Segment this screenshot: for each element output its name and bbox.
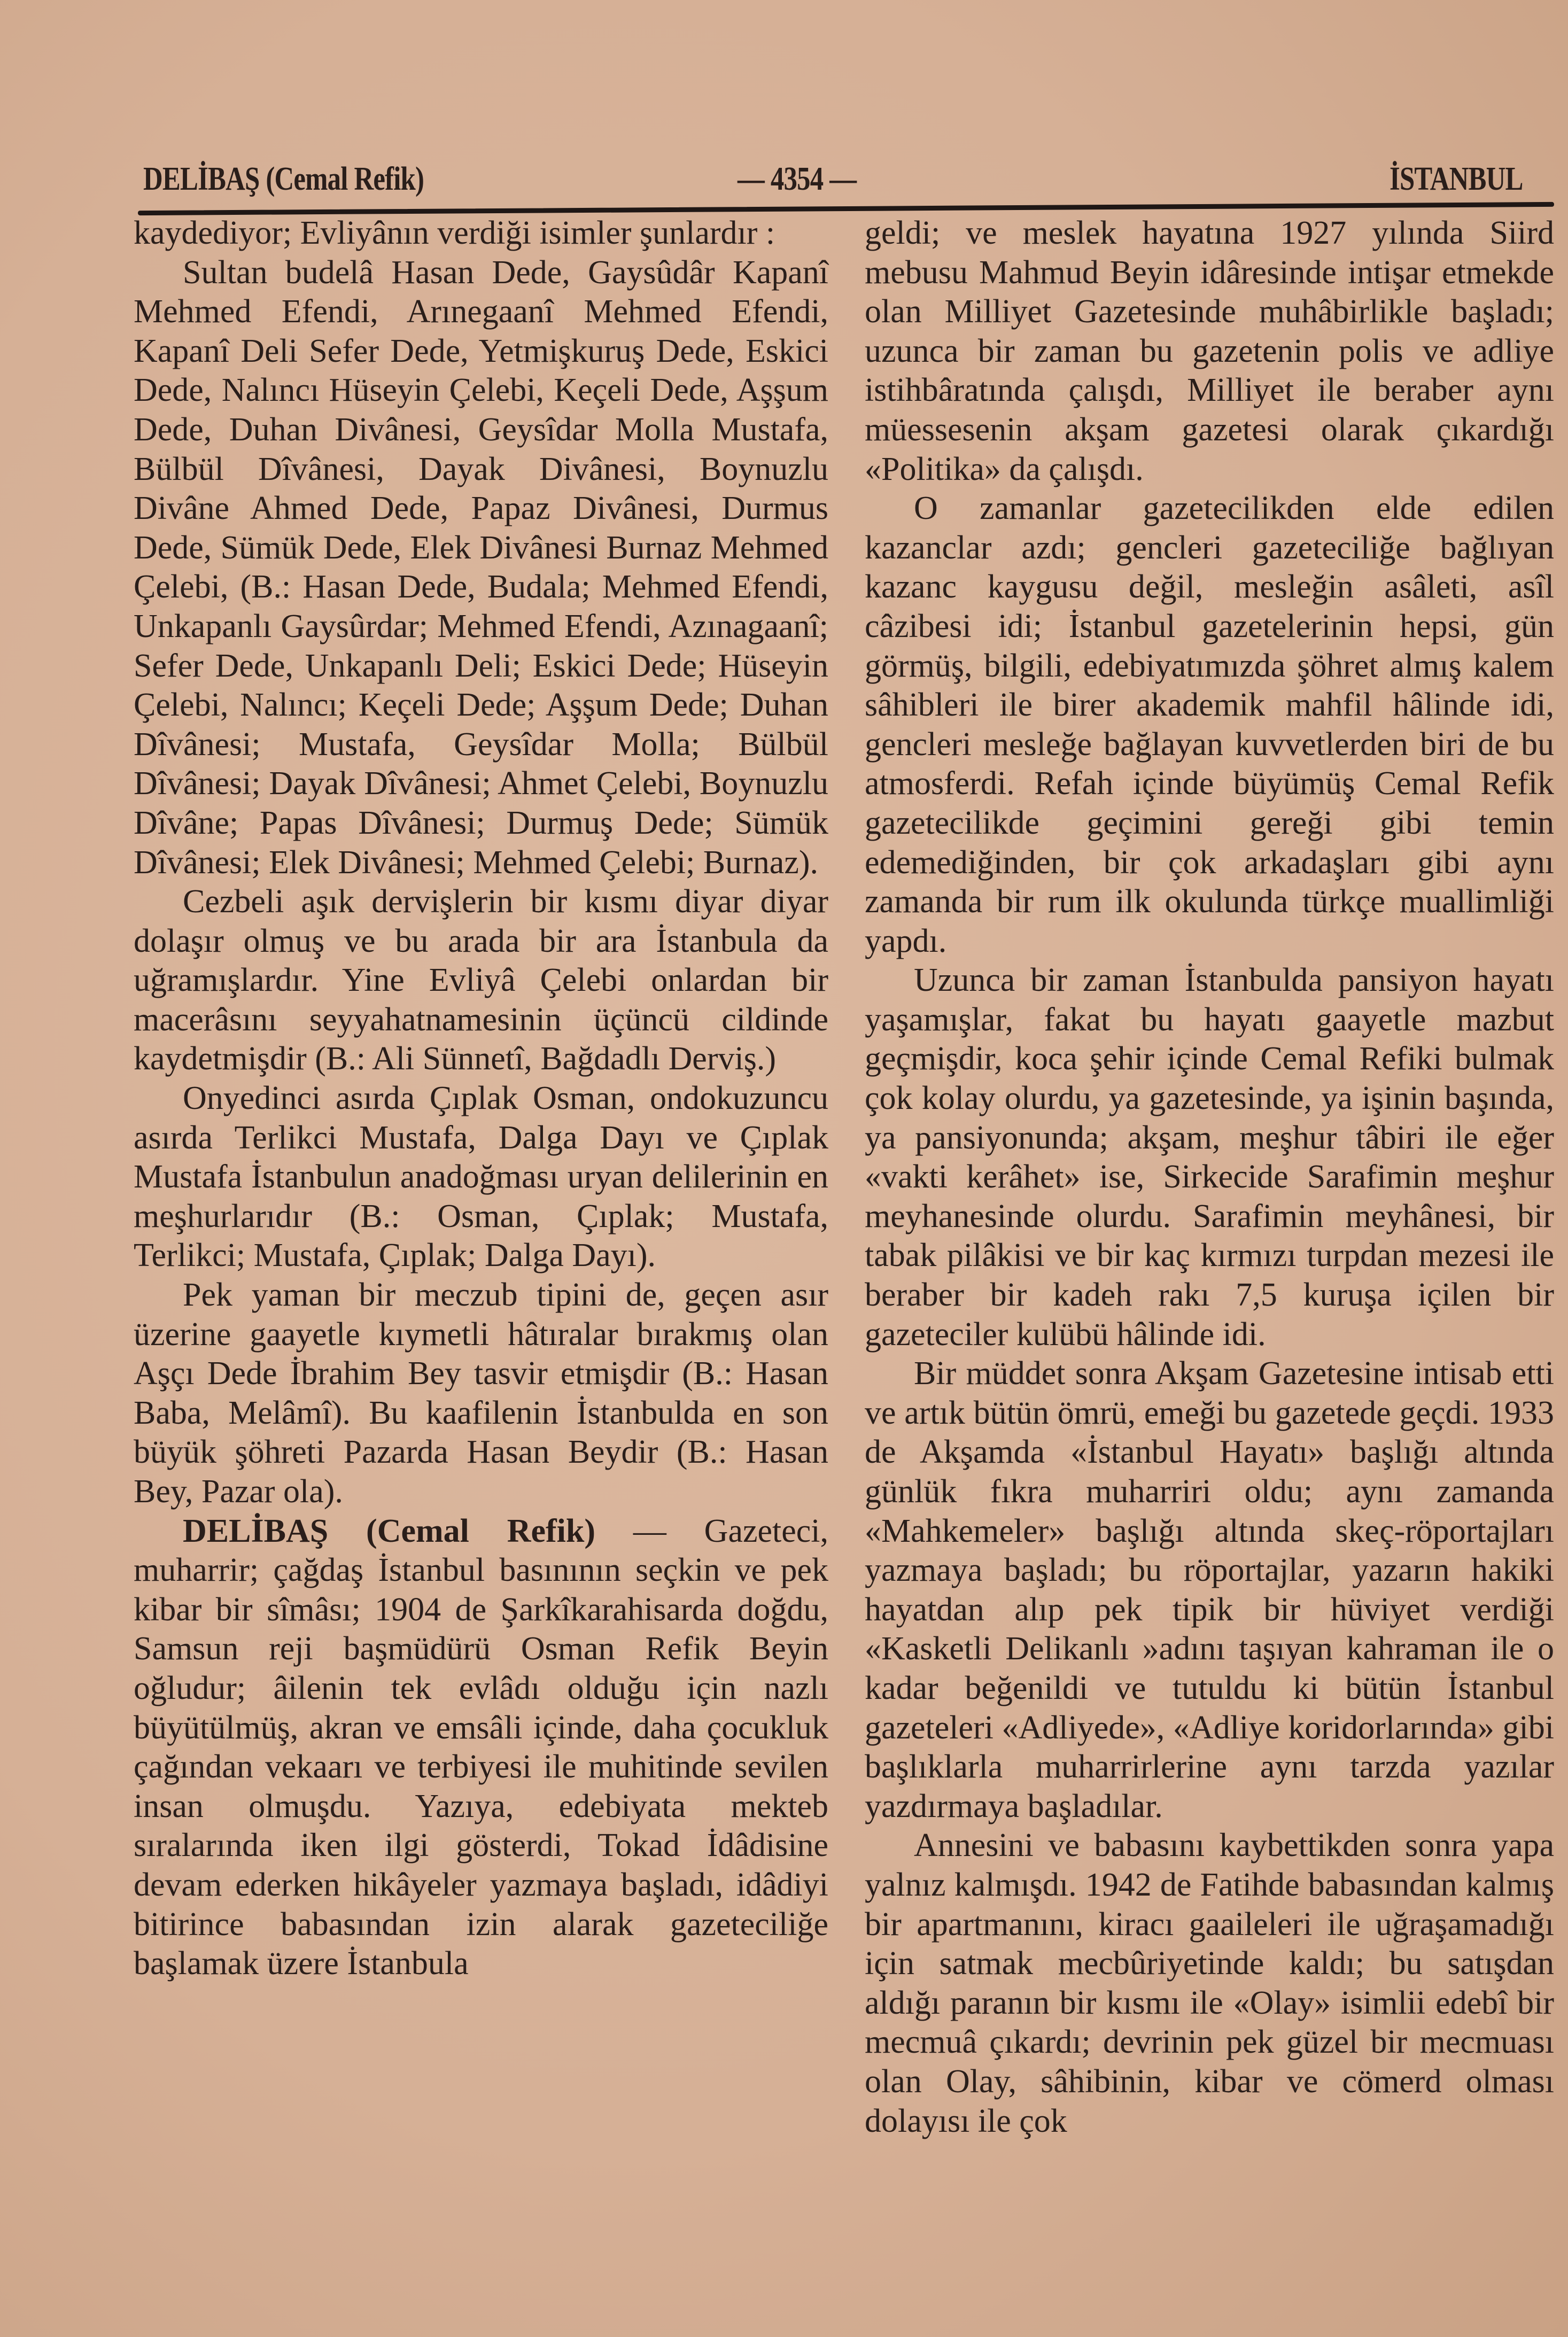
paragraph: Sultan budelâ Hasan Dede, Gaysûdâr Kapanî Mehmed Efendi, Arınegaanî Mehmed Efendi, Kapanî Deli Sefer Dede, Yetmişkuruş Dede, Eskici Dede, Nalıncı Hüseyin Çelebi, Keçeli Dede, Aşşum Dede, Duhan Divânesi, Geysîdar Molla Mustafa, Bülbül Dîvânesi, Dayak Divânesi, Boynuzlu Divâne Ahmed Dede, Papaz Divânesi, Durmus Dede, Sümük Dede, Elek Divânesi Burnaz Mehmed Çelebi, (B.: Hasan Dede, Budala; Mehmed Efendi, Unkapanlı Gaysûrdar; Mehmed Efendi, Azınagaanî; Sefer Dede, Unkapanlı Deli; Eskici Dede; Hüseyin Çelebi, Nalıncı; Keçeli Dede; Aşşum Dede; Duhan Dîvânesi; Mustafa, Geysîdar Molla; Bülbül Dîvânesi; Dayak Dîvânesi; Ahmet Çelebi, Boynuzlu Dîvâne; Papas Dîvânesi; Durmuş Dede; Sümük Dîvânesi; Elek Divânesi; Mehmed Çelebi; Burnaz). [134, 254, 828, 881]
paragraph: Pek yaman bir meczub tipini de, geçen asır üzerine gaayetle kıymetli hâtıralar bırakmış olan Aşçı Dede İbrahim Bey tasvir etmişdir (B.: Hasan Baba, Melâmî). Bu kaafilenin İstanbulda en son büyük şöhreti Pazarda Hasan Beydir (B.: Hasan Bey, Pazar ola). [134, 1277, 828, 1510]
paragraph: Annesini ve babasını kaybettikden sonra yapa yalnız kalmışdı. 1942 de Fatihde babasından kalmış bir apartmanını, kiracı gaaileleri ile uğraşamadığı için satmak mecbûriyetinde kaldı; bu satışdan aldığı paranın bir kısmı ile «Olay» isimlii edebî bir mecmuâ çıkardı; devrinin pek güzel bir mecmuası olan Olay, sâhibinin, kibar ve cömerd olması dolayısı ile çok [865, 1827, 1554, 2139]
entry-headword: DELİBAŞ (Cemal Refik) [183, 1512, 595, 1549]
paragraph: Onyedinci asırda Çıplak Osman, ondokuzuncu asırda Terlikci Mustafa, Dalga Dayı ve Çıplak Mustafa İstanbulun anadoğması uryan delilerinin en meşhurlarıdır (B.: Osman, Çıplak; Mustafa, Terlikci; Mustafa, Çıplak; Dalga Dayı). [134, 1080, 828, 1274]
paragraph: geldi; ve meslek hayatına 1927 yılında Siird mebusu Mahmud Beyin idâresinde intişar etmekde olan Milliyet Gazetesinde muhâbirlikle başladı; uzunca bir zaman bu gazetenin polis ve adliye istihbâratında çalışdı, Milliyet ile beraber aynı müessesenin akşam gazetesi olarak çıkardığı «Politika» da çalışdı. [865, 215, 1554, 487]
entry-text: — Gazeteci, muharrir; çağdaş İstanbul basınının seçkin ve pek kibar bir sîmâsı; 1904 de Şarkîkarahisarda doğdu, Samsun reji başmüdürü Osman Refik Beyin oğludur; âilenin tek evlâdı olduğu için nazlı büyütülmüş, akran ve emsâli içinde, daha çocukluk çağından vekaarı ve terbiyesi ile muhitinde sevilen insan olmuşdu. Yazıya, edebiyata mekteb sıralarında iken ilgi gösterdi, Tokad İdâdisine devam ederken hikâyeler yazmaya başladı, idâdiyi bitirince babasından izin alarak gazeteciliğe başlamak üzere İstanbula [134, 1512, 828, 1982]
paragraph: O zamanlar gazetecilikden elde edilen kazanclar azdı; gencleri gazeteciliğe bağlıyan kazanc kaygusu değil, mesleğin asâleti, asîl câzibesi idi; İstanbul gazetelerinin hepsi, gün görmüş, bilgili, edebiyatımızda şöhret almış kalem sâhibleri ile birer akademik mahfil hâlinde idi, gencleri mesleğe bağlayan kuvvetlerden biri de bu atmosferdi. Refah içinde büyümüş Cemal Refik gazetecilikde geçimini gereği gibi temin edemediğinden, bir çok arkadaşları gibi aynı zamanda bir rum ilk okulunda türkçe muallimliği yapdı. [865, 490, 1554, 959]
page-number: — 4354 — [738, 161, 857, 197]
paragraph: Bir müddet sonra Akşam Gazetesine intisab etti ve artık bütün ömrü, emeği bu gazetede geçdi. 1933 de Akşamda «İstanbul Hayatı» başlığı altında günlük fıkra muharriri oldu; aynı zamanda «Mahkemeler» başlığı altında skeç-röportajları yazmaya başladı; bu röportajlar, yazarın hakiki hayatdan alıp pek tipik bir hüviyet verdiği «Kasketli Delikanlı »adını taşıyan kahraman ile o kadar beğenildi ve tutuldu ki bütün İstanbul gazeteleri «Adliyede», «Adliye koridorlarında» gibi başlıklarla muharrirlerine aynı tarzda yazılar yazdırmaya başladılar. [865, 1355, 1554, 1824]
paragraph: Uzunca bir zaman İstanbulda pansiyon hayatı yaşamışlar, fakat bu hayatı gaayetle mazbut geçmişdir, koca şehir içinde Cemal Refiki bulmak çok kolay olurdu, ya gazetesinde, ya işinin başında, ya pansiyonunda; akşam, meşhur tâbiri ile eğer «vakti kerâhet» ise, Sirkecide Sarafimin meşhur meyhanesinde olurdu. Sarafimin meyhânesi, bir tabak pilâkisi ve bir kaç kırmızı turpdan mezesi ile beraber bir kadeh rakı 7,5 kuruşa içilen bir gazeteciler kulübü hâlinde idi. [865, 962, 1554, 1353]
running-head-volume: İSTANBUL [1390, 161, 1523, 197]
paragraph: Cezbeli aşık dervişlerin bir kısmı diyar diyar dolaşır olmuş ve bu arada bir ara İstanbula da uğramışlardır. Yine Evliyâ Çelebi onlardan bir macerâsını seyyahatnamesinin üçüncü cildinde kaydetmişdir (B.: Ali Sünnetî, Bağdadlı Derviş.) [134, 883, 828, 1077]
entry-paragraph [134, 1512, 828, 1984]
left-column [134, 214, 828, 1984]
running-head-entry: DELİBAŞ (Cemal Refik) [143, 161, 424, 197]
right-column [865, 214, 1554, 2141]
paragraph: kaydediyor; Evliyânın verdiği isimler şunlardır : [134, 215, 775, 251]
